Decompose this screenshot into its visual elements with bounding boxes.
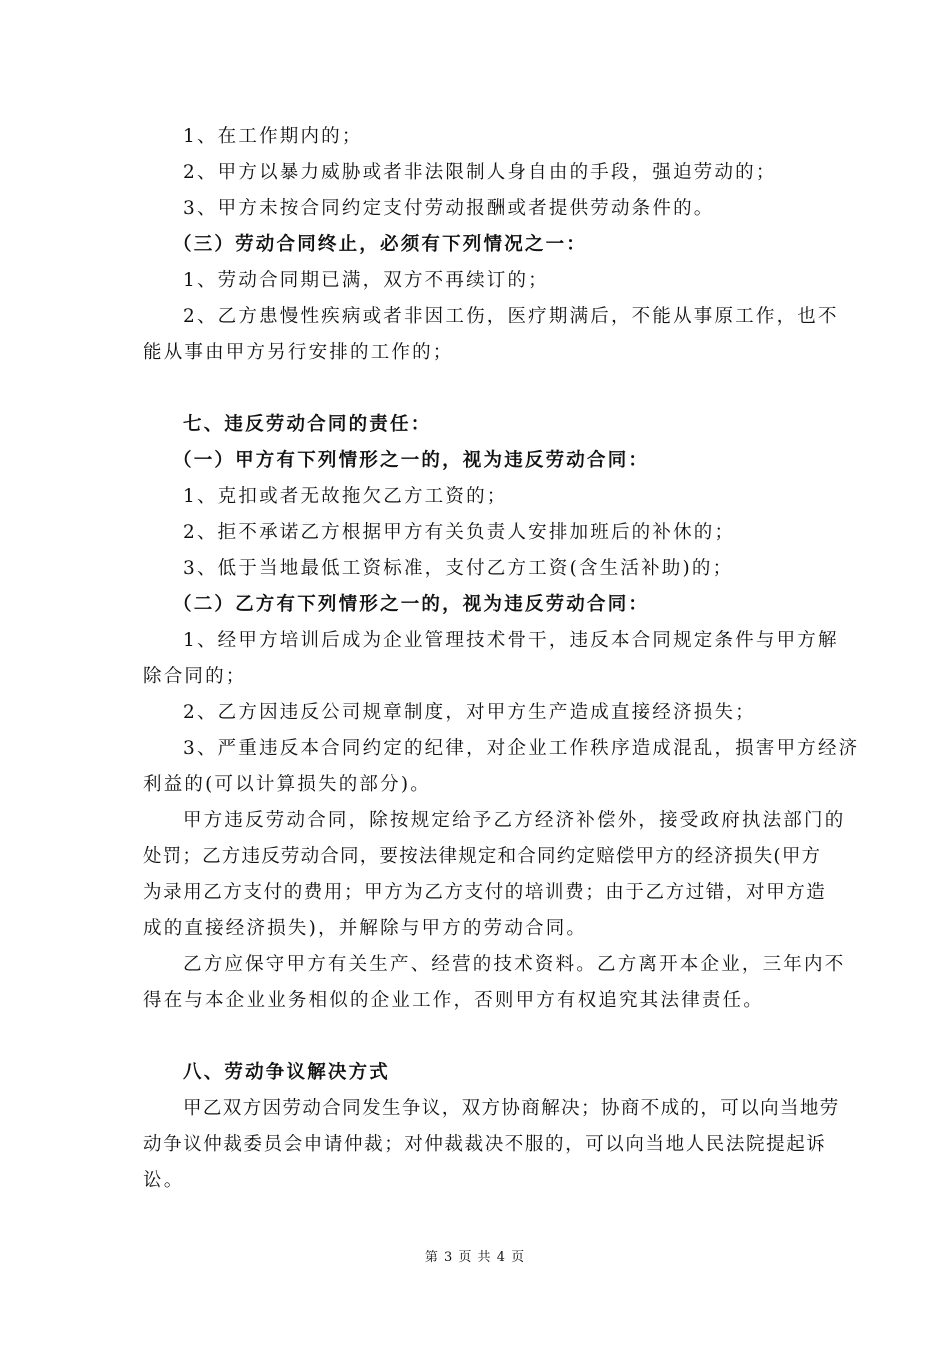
paragraph-line: 讼。 xyxy=(143,1170,185,1191)
list-item-continuation: 利益的(可以计算损失的部分)。 xyxy=(143,774,431,795)
section-heading: （三）劳动合同终止，必须有下列情况之一： xyxy=(173,234,588,255)
section-heading: 七、违反劳动合同的责任： xyxy=(183,414,432,435)
paragraph-line: 动争议仲裁委员会申请仲裁；对仲裁裁决不服的，可以向当地人民法院提起诉 xyxy=(143,1134,827,1155)
subsection-heading: （二）乙方有下列情形之一的，视为违反劳动合同： xyxy=(173,594,650,615)
section-heading: 八、劳动争议解决方式 xyxy=(183,1062,391,1083)
list-item-continuation: 能从事由甲方另行安排的工作的； xyxy=(143,342,454,363)
page-footer: 第 3 页 共 4 页 xyxy=(424,1250,526,1265)
list-item: 3、甲方未按合同约定支付劳动报酬或者提供劳动条件的。 xyxy=(183,198,715,219)
list-item: 3、低于当地最低工资标准，支付乙方工资(含生活补助)的； xyxy=(183,558,734,579)
paragraph-line: 甲方违反劳动合同，除按规定给予乙方经济补偿外，接受政府执法部门的 xyxy=(183,810,846,831)
list-item: 1、克扣或者无故拖欠乙方工资的； xyxy=(183,486,508,507)
list-item: 2、甲方以暴力威胁或者非法限制人身自由的手段，强迫劳动的； xyxy=(183,162,777,183)
paragraph-line: 处罚；乙方违反劳动合同，要按法律规定和合同约定赔偿甲方的经济损失(甲方 xyxy=(143,846,822,867)
paragraph-line: 乙方应保守甲方有关生产、经营的技术资料。乙方离开本企业，三年内不 xyxy=(183,954,846,975)
paragraph-line: 甲乙双方因劳动合同发生争议，双方协商解决；协商不成的，可以向当地劳 xyxy=(183,1098,840,1119)
list-item: 1、经甲方培训后成为企业管理技术骨干，违反本合同规定条件与甲方解 xyxy=(183,630,839,651)
subsection-heading: （一）甲方有下列情形之一的，视为违反劳动合同： xyxy=(173,450,650,471)
list-item: 3、严重违反本合同约定的纪律，对企业工作秩序造成混乱，损害甲方经济 xyxy=(183,738,860,759)
list-item: 2、拒不承诺乙方根据甲方有关负责人安排加班后的补休的； xyxy=(183,522,736,543)
paragraph-line: 为录用乙方支付的费用；甲方为乙方支付的培训费；由于乙方过错，对甲方造 xyxy=(143,882,827,903)
list-item: 1、劳动合同期已满，双方不再续订的； xyxy=(183,270,549,291)
paragraph-line: 得在与本企业业务相似的企业工作，否则甲方有权追究其法律责任。 xyxy=(143,990,765,1011)
list-item: 2、乙方患慢性疾病或者非因工伤，医疗期满后，不能从事原工作，也不 xyxy=(183,306,839,327)
paragraph-line: 成的直接经济损失)，并解除与甲方的劳动合同。 xyxy=(143,918,588,939)
list-item: 1、在工作期内的； xyxy=(183,126,363,147)
list-item: 2、乙方因违反公司规章制度，对甲方生产造成直接经济损失； xyxy=(183,702,756,723)
list-item-continuation: 除合同的； xyxy=(143,666,247,687)
